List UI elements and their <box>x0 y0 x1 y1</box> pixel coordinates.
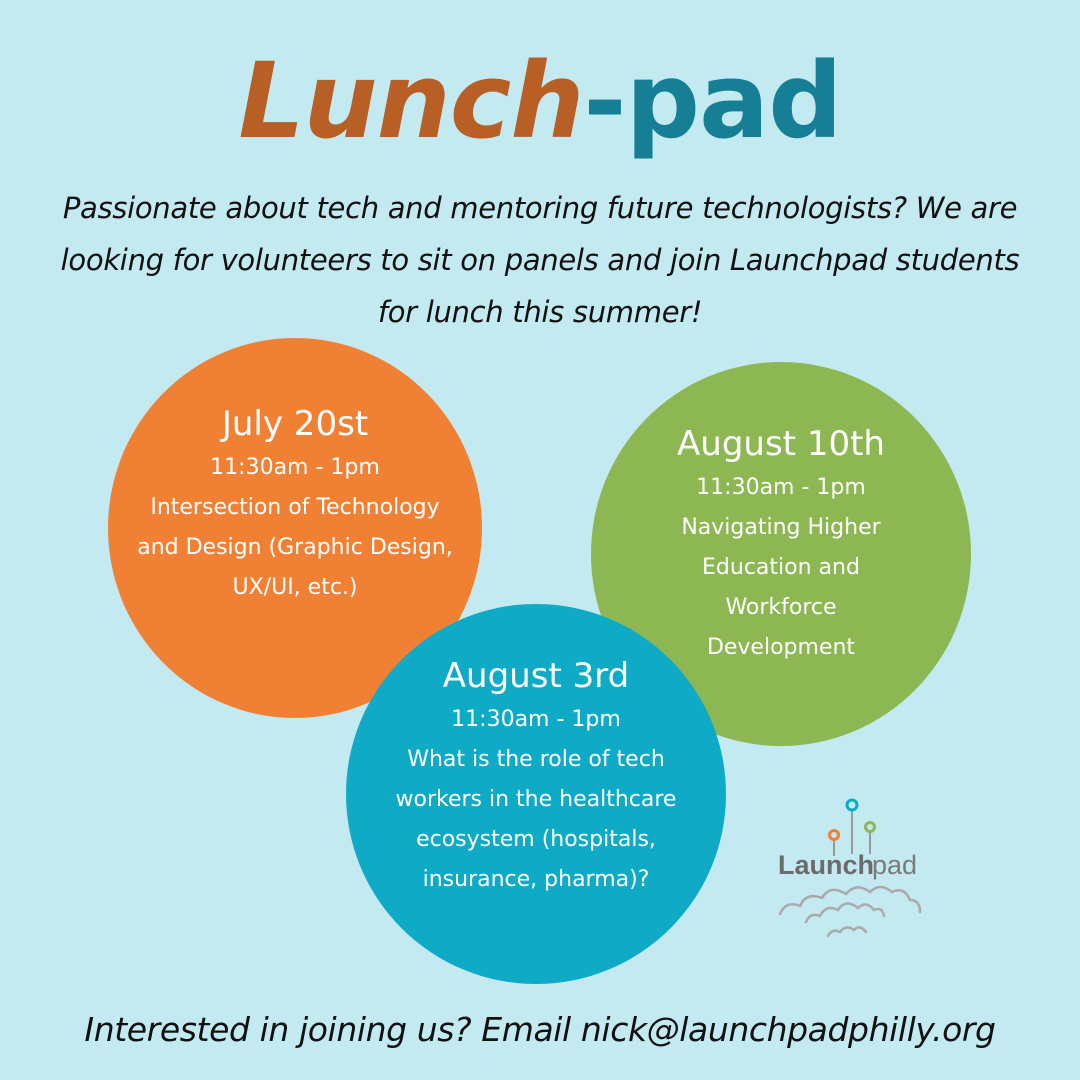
event-date: July 20st <box>221 404 369 444</box>
launchpad-logo <box>776 796 936 946</box>
contact-footer: Interested in joining us? Email nick@launchpadphilly.org <box>84 1010 996 1049</box>
event-topic: What is the role of tech workers in the healthcare ecosystem (hospitals, insurance, pharma)? <box>395 747 677 892</box>
event-time: 11:30am - 1pm <box>696 475 866 500</box>
intro-text: Passionate about tech and mentoring future technologists? We are looking for volunteers to sit on panels and join Launchpad students for lunch this summer! <box>60 191 1020 329</box>
event-topic: Navigating Higher Education and Workforce Development <box>681 515 881 660</box>
event-date: August 3rd <box>442 656 630 696</box>
event-time: 11:30am - 1pm <box>451 707 621 732</box>
event-date: August 10th <box>677 424 885 464</box>
event-time: 11:30am - 1pm <box>210 455 380 480</box>
logo-text-light: pad <box>872 850 918 880</box>
page-title <box>0 42 1080 162</box>
event-topic: Intersection of Technology and Design (Graphic Design, UX/UI, etc.) <box>137 495 453 600</box>
logo-text-bold: Launch <box>778 850 875 880</box>
launchpad-logo-icon <box>776 796 936 946</box>
title-pad: -pad <box>583 40 842 162</box>
event-circle-august-3 <box>346 604 726 984</box>
title-lunch: Lunch <box>238 40 584 162</box>
